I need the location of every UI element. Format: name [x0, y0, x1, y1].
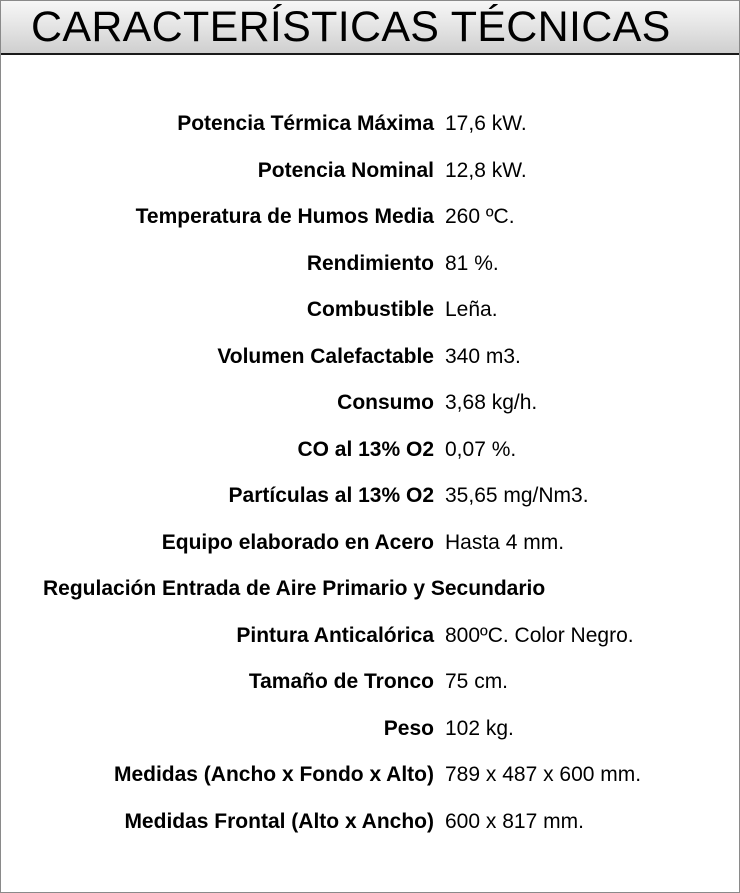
spec-value: 102 kg.: [445, 716, 514, 740]
spec-row: [1, 615, 739, 662]
spec-row: [1, 150, 739, 197]
spec-value: Leña.: [445, 298, 498, 321]
spec-row: [1, 103, 739, 150]
spec-label: CO al 13% O2: [297, 437, 434, 461]
spec-value: 800ºC. Color Negro.: [445, 623, 634, 647]
spec-value: Hasta 4 mm.: [445, 530, 565, 554]
spec-row: [1, 801, 739, 848]
spec-label: Temperatura de Humos Media: [135, 205, 434, 228]
spec-row: [1, 382, 739, 429]
spec-value: 260 ºC.: [445, 205, 515, 228]
spec-label: Potencia Térmica Máxima: [177, 112, 434, 135]
spec-label: Tamaño de Tronco: [248, 670, 434, 693]
spec-row: [1, 661, 739, 708]
spec-label: Consumo: [337, 391, 434, 414]
spec-label: Medidas Frontal (Alto x Ancho): [124, 809, 434, 833]
spec-value: 600 x 817 mm.: [445, 809, 584, 833]
spec-row: [1, 754, 739, 801]
spec-row: [1, 429, 739, 476]
spec-value: 340 m3.: [445, 344, 521, 368]
spec-value: 75 cm.: [445, 670, 509, 693]
spec-list: [1, 103, 739, 847]
spec-value: 35,65 mg/Nm3.: [445, 484, 589, 507]
spec-row: [1, 522, 739, 569]
spec-value: 0,07 %.: [445, 437, 517, 461]
spec-label: Peso: [383, 716, 434, 740]
spec-row: [1, 568, 739, 615]
spec-value: 789 x 487 x 600 mm.: [445, 763, 642, 786]
spec-value: 12,8 kW.: [445, 158, 527, 182]
spec-row: [1, 475, 739, 522]
spec-value: 81 %.: [445, 251, 499, 275]
spec-row: [1, 708, 739, 755]
spec-label: Regulación Entrada de Aire Primario y Secundario: [43, 577, 546, 600]
spec-row: [1, 289, 739, 336]
spec-label: Partículas al 13% O2: [228, 484, 434, 507]
spec-label: Rendimiento: [306, 251, 434, 275]
spec-label: Potencia Nominal: [257, 158, 434, 182]
spec-row: [1, 336, 739, 383]
spec-row: [1, 243, 739, 290]
spec-row: [1, 196, 739, 243]
spec-label: Pintura Anticalórica: [236, 623, 434, 647]
spec-label: Equipo elaborado en Acero: [161, 530, 434, 554]
title-bar: [1, 1, 739, 55]
spec-value: 17,6 kW.: [445, 112, 527, 135]
spec-label: Combustible: [306, 298, 434, 321]
spec-value: 3,68 kg/h.: [445, 391, 538, 414]
spec-label: Medidas (Ancho x Fondo x Alto): [113, 763, 434, 786]
page-title: CARACTERÍSTICAS TÉCNICAS: [31, 3, 671, 51]
spec-label: Volumen Calefactable: [217, 344, 434, 368]
